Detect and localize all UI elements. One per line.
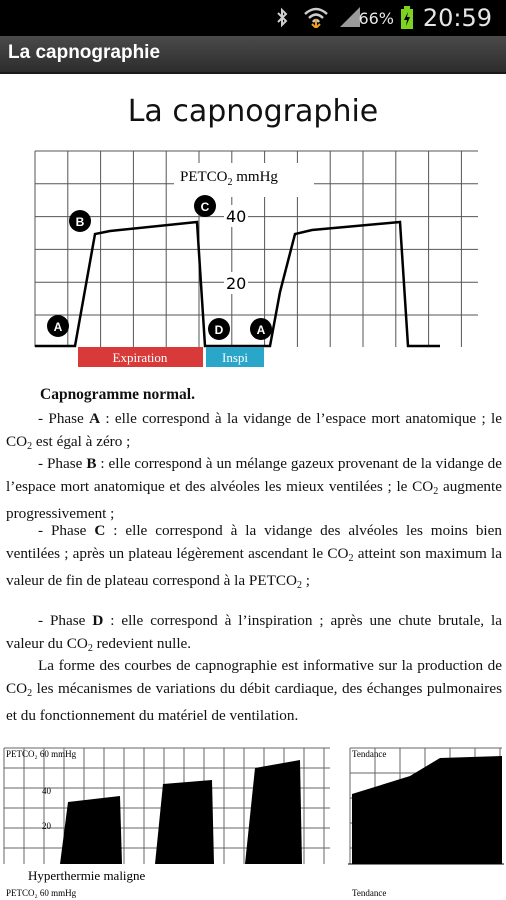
phase-d-text: - Phase D : elle correspond à l’inspiration ; après une chute brutale, la valeur du $CO_2$ redevient nulle.	[6, 612, 502, 654]
page-content[interactable]	[0, 74, 506, 900]
lower-tick-40: 40	[42, 786, 51, 796]
svg-text:A: A	[256, 323, 266, 337]
tick-20: 20	[226, 274, 247, 293]
capnogram-diagram	[0, 74, 506, 374]
action-bar	[0, 36, 506, 74]
closing-text: La forme des courbes de capnographie est informative sur la production de $CO_2$ les mécanismes de variations du débit cardiaque, des échanges pulmonaires et du fonctionnement du matériel de ventilation.	[6, 657, 502, 724]
marker-a-1	[47, 315, 69, 337]
battery-charging-icon	[400, 6, 414, 30]
phase-a-text: - Phase A : elle correspond à la vidange de l’espace mort anatomique ; le $CO_2$ est égal à zéro ;	[6, 410, 502, 452]
clock: 20:59	[422, 4, 492, 32]
marker-a-2	[250, 318, 272, 340]
svg-text:A: A	[53, 320, 63, 334]
inspi-label: Inspi	[222, 350, 248, 365]
wifi-icon	[303, 6, 329, 28]
phase-b-text: - Phase B : elle correspond à un mélange gazeux provenant de la vidange de l’espace mort anatomique et des alvéoles les mieux ventilées ; le $CO_2$ augmente progressivement ;	[6, 455, 502, 522]
tick-40: 40	[226, 207, 247, 226]
lower-axis-label-2: PETCO₂ 60 mmHg	[6, 888, 77, 898]
hyperthermia-waves	[40, 760, 302, 864]
status-bar	[0, 0, 506, 36]
page-title: La capnographie	[127, 94, 379, 129]
marker-d	[208, 318, 230, 340]
marker-c	[194, 195, 216, 217]
svg-text:C: C	[200, 200, 210, 214]
bluetooth-icon	[275, 7, 289, 29]
lower-trend-label-2: Tendance	[352, 888, 387, 898]
lower-trend-label: Tendance	[352, 749, 387, 759]
lower-tick-20: 20	[42, 821, 51, 831]
svg-text:B: B	[75, 215, 85, 229]
hyperthermia-capnogram	[0, 744, 506, 900]
marker-b	[69, 210, 91, 232]
battery-percent: 66%	[358, 9, 394, 28]
svg-text:D: D	[214, 323, 224, 337]
lower-axis-label: PETCO₂ 60 mmHg	[6, 749, 77, 759]
chart-caption: Hyperthermie maligne	[28, 868, 146, 883]
axis-label: $PETCO_2$ mmHg	[180, 169, 278, 188]
phase-c-text: - Phase C : elle correspond à la vidange des alvéoles les moins bien ventilées ; après un plateau légèrement ascendant le $CO_2$ atteint son maximum la valeur de fin de plateau correspond à la $PETCO_2$ ;	[6, 522, 502, 591]
action-bar-title: La capnographie	[8, 42, 161, 63]
expiration-label: Expiration	[112, 350, 168, 365]
section-heading: Capnogramme normal.	[40, 386, 195, 403]
